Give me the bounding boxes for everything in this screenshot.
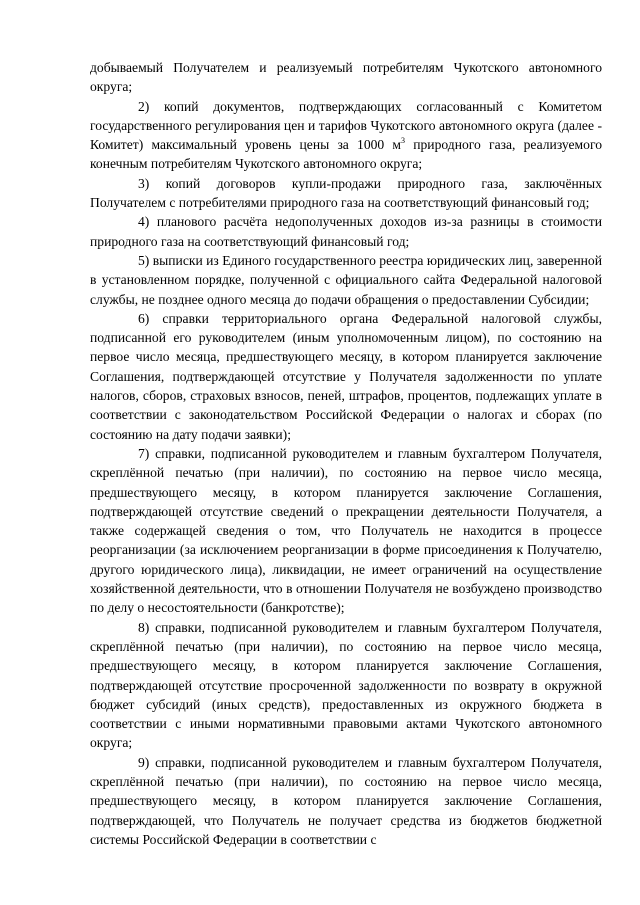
paragraph-item-2 — [90, 97, 602, 174]
paragraph-continuation: добываемый Получателем и реализуемый потребителям Чукотского автономного округа; — [90, 60, 602, 95]
superscript-cubic: 3 — [401, 136, 406, 146]
paragraph-item-3: 3) копий договоров купли-продажи природного газа, заключённых Получателем с потребителями природного газа на соответствующий финансовый год; — [90, 175, 602, 211]
document-page — [90, 58, 602, 849]
paragraph-item-5: 5) выписки из Единого государственного реестра юридических лиц, заверенной в установленном порядке, полученной с официального сайта Федеральной налоговой службы, не позднее одного месяца до подачи обращения о предоставлении Субсидии; — [90, 252, 602, 307]
paragraph-item-9: 9) справки, подписанной руководителем и главным бухгалтером Получателя, скреплённой печатью (при наличии), по состоянию на первое число месяца, предшествующего месяцу, в котором планируется заключение Соглашения, подтверждающей, что Получатель не получает средства из бюджетов бюджетной системы Российской Федерации в соответствии с — [90, 754, 602, 847]
paragraph-item-7: 7) справки, подписанной руководителем и главным бухгалтером Получателя, скреплённой печатью (при наличии), по состоянию на первое число месяца, предшествующего месяцу, в котором планируется заключение Соглашения, подтверждающей отсутствие сведений о прекращении деятельности Получателя, а также содержащей сведения о том, что Получатель не находится в процессе реорганизации (за исключением реорганизации в форме присоединения к Получателю, другого юридического лица), ликвидации, не имеет ограничений на осуществление хозяйственной деятельности, что в отношении Получателя не возбуждено производство по делу о несостоятельности (банкротстве); — [90, 445, 602, 616]
paragraph-item-8: 8) справки, подписанной руководителем и главным бухгалтером Получателя, скреплённой печатью (при наличии), по состоянию на первое число месяца, предшествующего месяцу, в котором планируется заключение Соглашения, подтверждающей отсутствие просроченной задолженности по возврату в окружной бюджет субсидий (иных средств), предоставленных из окружного бюджета в соответствии с иными нормативными правовыми актами Чукотского автономного округа; — [90, 619, 602, 751]
paragraph-item-2-text-end: природного газа, реализуемого конечным потребителям Чукотского автономного округа; — [90, 137, 602, 172]
paragraph-item-2-text: 2) копий документов, подтверждающих согласованный с Комитетом государственного регулирования цен и тарифов Чукотского автономного округа (далее - Комитет) максимальный уровень цены за 1000 м — [90, 98, 602, 153]
paragraph-item-6: 6) справки территориального органа Федеральной налоговой службы, подписанной его руководителем (иным уполномоченным лицом), по состоянию на первое число месяца, предшествующего месяцу, в котором планируется заключение Соглашения, подтверждающей отсутствие у Получателя задолженности по уплате налогов, сборов, страховых взносов, пеней, штрафов, процентов, подлежащих уплате в соответствии с законодательством Российской Федерации о налогах и сборах (по состоянию на дату подачи заявки); — [90, 310, 602, 442]
paragraph-item-4: 4) планового расчёта недополученных доходов из-за разницы в стоимости природного газа на соответствующий финансовый год; — [90, 214, 602, 249]
